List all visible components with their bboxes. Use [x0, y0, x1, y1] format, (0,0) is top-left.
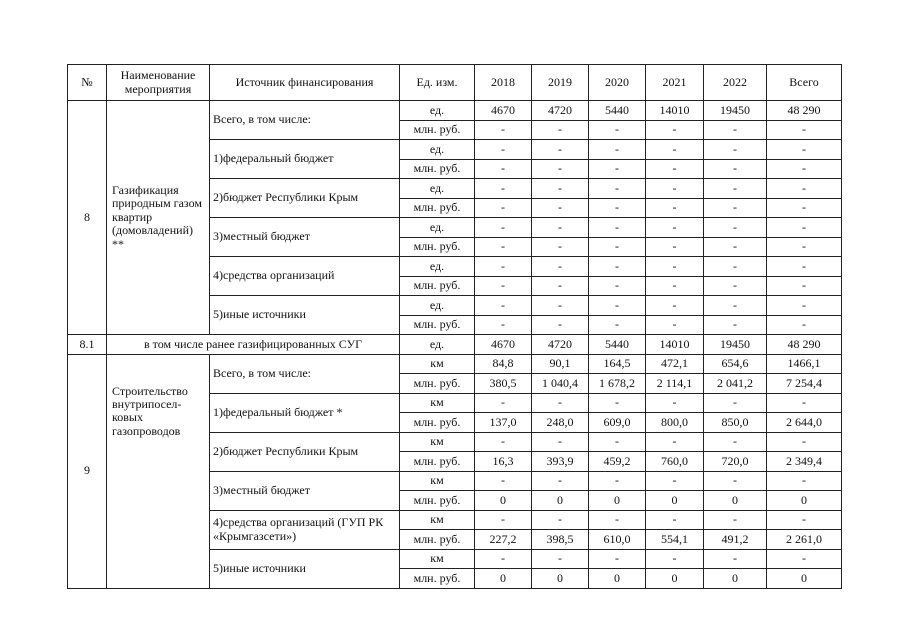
header-year-2022: 2022	[704, 65, 767, 101]
value-cell: -	[475, 296, 532, 316]
value-cell: 4720	[532, 335, 589, 355]
value-cell: -	[475, 237, 532, 257]
value-cell: 0	[532, 569, 589, 589]
value-cell: -	[532, 140, 589, 160]
unit-cell: км	[400, 432, 475, 452]
unit-cell: млн. руб.	[400, 452, 475, 472]
total-cell: 0	[767, 569, 842, 589]
value-cell: 1 678,2	[589, 374, 646, 394]
header-row	[68, 65, 842, 101]
total-cell: -	[767, 296, 842, 316]
item-name: Строительство внутрипосел-ковых газопроводов	[107, 354, 210, 588]
item-number: 8.1	[68, 335, 107, 355]
value-cell: -	[589, 120, 646, 140]
unit-cell: ед.	[400, 101, 475, 121]
unit-cell: ед.	[400, 335, 475, 355]
unit-cell: млн. руб.	[400, 198, 475, 218]
total-cell: -	[767, 159, 842, 179]
value-cell: 0	[704, 491, 767, 511]
value-cell: -	[532, 276, 589, 296]
value-cell: -	[532, 237, 589, 257]
total-cell: 48 290	[767, 101, 842, 121]
total-cell: 2 349,4	[767, 452, 842, 472]
value-cell: -	[646, 218, 704, 238]
item-number: 8	[68, 101, 107, 335]
value-cell: -	[475, 471, 532, 491]
unit-cell: млн. руб.	[400, 530, 475, 550]
value-cell: -	[475, 432, 532, 452]
unit-cell: км	[400, 471, 475, 491]
total-cell: -	[767, 510, 842, 530]
item-name: Газификация природным газом квартир (домовладений) **	[107, 101, 210, 335]
value-cell: -	[646, 179, 704, 199]
funding-source: 5)иные источники	[210, 296, 400, 335]
value-cell: 1 040,4	[532, 374, 589, 394]
total-cell: -	[767, 179, 842, 199]
funding-source: 5)иные источники	[210, 549, 400, 588]
value-cell: -	[646, 120, 704, 140]
value-cell: 0	[589, 491, 646, 511]
item-number: 9	[68, 354, 107, 588]
total-cell: -	[767, 237, 842, 257]
total-cell: -	[767, 276, 842, 296]
value-cell: -	[646, 432, 704, 452]
value-cell: -	[532, 432, 589, 452]
value-cell: -	[532, 393, 589, 413]
value-cell: -	[704, 198, 767, 218]
value-cell: -	[704, 159, 767, 179]
value-cell: 0	[475, 491, 532, 511]
funding-source: 2)бюджет Республики Крым	[210, 432, 400, 471]
funding-source: Всего, в том числе:	[210, 354, 400, 393]
value-cell: 0	[646, 569, 704, 589]
value-cell: -	[475, 276, 532, 296]
unit-cell: ед.	[400, 296, 475, 316]
value-cell: -	[704, 296, 767, 316]
value-cell: 2 041,2	[704, 374, 767, 394]
value-cell: -	[589, 432, 646, 452]
value-cell: -	[704, 471, 767, 491]
value-cell: -	[646, 237, 704, 257]
value-cell: 0	[532, 491, 589, 511]
value-cell: -	[704, 276, 767, 296]
value-cell: -	[475, 218, 532, 238]
value-cell: -	[589, 296, 646, 316]
value-cell: -	[475, 393, 532, 413]
value-cell: 4720	[532, 101, 589, 121]
value-cell: 491,2	[704, 530, 767, 550]
value-cell: -	[646, 276, 704, 296]
value-cell: -	[589, 218, 646, 238]
value-cell: -	[532, 159, 589, 179]
header-num: №	[68, 65, 107, 101]
value-cell: -	[532, 510, 589, 530]
unit-cell: млн. руб.	[400, 315, 475, 335]
value-cell: 850,0	[704, 413, 767, 433]
value-cell: -	[532, 198, 589, 218]
value-cell: 137,0	[475, 413, 532, 433]
unit-cell: км	[400, 549, 475, 569]
unit-cell: млн. руб.	[400, 491, 475, 511]
value-cell: -	[704, 140, 767, 160]
value-cell: -	[532, 257, 589, 277]
value-cell: -	[704, 393, 767, 413]
total-cell: 2 644,0	[767, 413, 842, 433]
value-cell: 14010	[646, 101, 704, 121]
unit-cell: млн. руб.	[400, 413, 475, 433]
value-cell: -	[646, 257, 704, 277]
value-cell: 19450	[704, 101, 767, 121]
unit-cell: км	[400, 354, 475, 374]
value-cell: -	[532, 218, 589, 238]
value-cell: 0	[646, 491, 704, 511]
value-cell: 610,0	[589, 530, 646, 550]
header-year-2019: 2019	[532, 65, 589, 101]
value-cell: -	[589, 159, 646, 179]
value-cell: 90,1	[532, 354, 589, 374]
funding-source: 4)средства организаций (ГУП РК «Крымгазсети»)	[210, 510, 400, 549]
value-cell: -	[475, 257, 532, 277]
unit-cell: млн. руб.	[400, 159, 475, 179]
value-cell: -	[589, 257, 646, 277]
value-cell: -	[589, 549, 646, 569]
value-cell: -	[704, 432, 767, 452]
unit-cell: км	[400, 393, 475, 413]
value-cell: 227,2	[475, 530, 532, 550]
value-cell: -	[704, 237, 767, 257]
total-cell: -	[767, 120, 842, 140]
header-year-2018: 2018	[475, 65, 532, 101]
total-cell: -	[767, 218, 842, 238]
total-cell: -	[767, 432, 842, 452]
value-cell: -	[704, 549, 767, 569]
funding-source: 1)федеральный бюджет *	[210, 393, 400, 432]
value-cell: 16,3	[475, 452, 532, 472]
unit-cell: млн. руб.	[400, 120, 475, 140]
item-name-wide: в том числе ранее газифицированных СУГ	[107, 335, 400, 355]
value-cell: -	[532, 120, 589, 140]
value-cell: -	[646, 296, 704, 316]
value-cell: 4670	[475, 101, 532, 121]
value-cell: -	[704, 218, 767, 238]
total-cell: -	[767, 198, 842, 218]
funding-source: 3)местный бюджет	[210, 218, 400, 257]
value-cell: -	[646, 510, 704, 530]
value-cell: 760,0	[646, 452, 704, 472]
value-cell: 14010	[646, 335, 704, 355]
value-cell: 380,5	[475, 374, 532, 394]
header-unit: Ед. изм.	[400, 65, 475, 101]
value-cell: -	[646, 549, 704, 569]
value-cell: 5440	[589, 101, 646, 121]
value-cell: -	[646, 471, 704, 491]
total-cell: -	[767, 315, 842, 335]
value-cell: -	[532, 471, 589, 491]
value-cell: 393,9	[532, 452, 589, 472]
value-cell: -	[532, 549, 589, 569]
value-cell: 609,0	[589, 413, 646, 433]
value-cell: -	[646, 159, 704, 179]
table-row	[68, 354, 842, 374]
value-cell: -	[704, 257, 767, 277]
value-cell: -	[646, 315, 704, 335]
value-cell: -	[475, 510, 532, 530]
unit-cell: млн. руб.	[400, 569, 475, 589]
table-row-8-1	[68, 335, 842, 355]
value-cell: 248,0	[532, 413, 589, 433]
value-cell: -	[589, 140, 646, 160]
value-cell: 0	[589, 569, 646, 589]
total-cell: -	[767, 471, 842, 491]
total-cell: 48 290	[767, 335, 842, 355]
value-cell: -	[532, 315, 589, 335]
value-cell: -	[475, 120, 532, 140]
value-cell: 2 114,1	[646, 374, 704, 394]
value-cell: 398,5	[532, 530, 589, 550]
header-name: Наименование мероприятия	[107, 65, 210, 101]
unit-cell: км	[400, 510, 475, 530]
value-cell: -	[646, 140, 704, 160]
value-cell: 19450	[704, 335, 767, 355]
table-row	[68, 101, 842, 121]
value-cell: 0	[704, 569, 767, 589]
unit-cell: ед.	[400, 218, 475, 238]
value-cell: -	[704, 179, 767, 199]
value-cell: -	[475, 198, 532, 218]
total-cell: 2 261,0	[767, 530, 842, 550]
value-cell: 720,0	[704, 452, 767, 472]
value-cell: 459,2	[589, 452, 646, 472]
value-cell: 4670	[475, 335, 532, 355]
value-cell: -	[589, 198, 646, 218]
value-cell: -	[589, 471, 646, 491]
total-cell: 1466,1	[767, 354, 842, 374]
header-total: Всего	[767, 65, 842, 101]
value-cell: -	[532, 296, 589, 316]
total-cell: 7 254,4	[767, 374, 842, 394]
unit-cell: млн. руб.	[400, 276, 475, 296]
value-cell: -	[589, 179, 646, 199]
value-cell: 5440	[589, 335, 646, 355]
value-cell: 164,5	[589, 354, 646, 374]
value-cell: -	[704, 510, 767, 530]
value-cell: -	[475, 315, 532, 335]
value-cell: 800,0	[646, 413, 704, 433]
value-cell: -	[589, 510, 646, 530]
value-cell: -	[475, 179, 532, 199]
value-cell: -	[589, 276, 646, 296]
total-cell: 0	[767, 491, 842, 511]
value-cell: 654,6	[704, 354, 767, 374]
funding-source: Всего, в том числе:	[210, 101, 400, 140]
value-cell: -	[532, 179, 589, 199]
value-cell: -	[475, 159, 532, 179]
value-cell: -	[475, 549, 532, 569]
total-cell: -	[767, 140, 842, 160]
value-cell: 84,8	[475, 354, 532, 374]
header-year-2021: 2021	[646, 65, 704, 101]
funding-table	[67, 64, 842, 589]
value-cell: -	[589, 393, 646, 413]
funding-source: 3)местный бюджет	[210, 471, 400, 510]
unit-cell: ед.	[400, 179, 475, 199]
value-cell: -	[704, 315, 767, 335]
value-cell: -	[646, 198, 704, 218]
total-cell: -	[767, 549, 842, 569]
value-cell: -	[704, 120, 767, 140]
total-cell: -	[767, 393, 842, 413]
unit-cell: млн. руб.	[400, 374, 475, 394]
funding-source: 1)федеральный бюджет	[210, 140, 400, 179]
unit-cell: млн. руб.	[400, 237, 475, 257]
unit-cell: ед.	[400, 140, 475, 160]
value-cell: 472,1	[646, 354, 704, 374]
value-cell: -	[646, 393, 704, 413]
value-cell: 554,1	[646, 530, 704, 550]
header-year-2020: 2020	[589, 65, 646, 101]
funding-source: 2)бюджет Республики Крым	[210, 179, 400, 218]
value-cell: -	[589, 237, 646, 257]
value-cell: -	[589, 315, 646, 335]
value-cell: 0	[475, 569, 532, 589]
value-cell: -	[475, 140, 532, 160]
total-cell: -	[767, 257, 842, 277]
header-source: Источник финансирования	[210, 65, 400, 101]
funding-source: 4)средства организаций	[210, 257, 400, 296]
unit-cell: ед.	[400, 257, 475, 277]
